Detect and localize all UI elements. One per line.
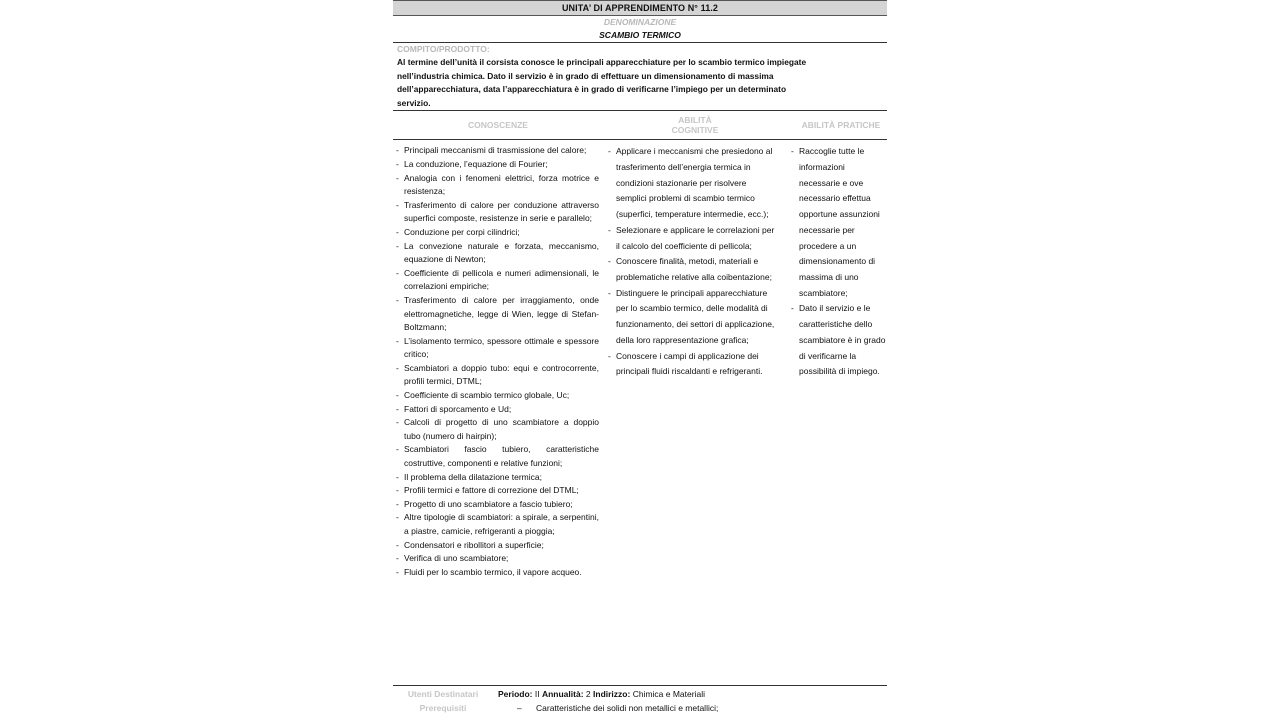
conoscenze-item: - Coefficiente di pellicola e numeri adimensionali, le correlazioni empiriche;: [393, 267, 599, 294]
periodo-value: II: [534, 689, 540, 700]
utenti-label: Utenti Destinatari: [407, 689, 479, 700]
compito-line: servizio.: [397, 97, 431, 108]
abilita-cognitive-item: - Selezionare e applicare le correlazioni per il calcolo del coefficiente di pellicola;: [605, 223, 777, 254]
conoscenze-list: [393, 144, 599, 579]
content-columns: [393, 140, 887, 686]
compito-text: [393, 56, 887, 111]
conoscenze-item: - Condensatori e ribollitori a superficie;: [393, 539, 599, 553]
conoscenze-item: - Scambiatori a doppio tubo: equi e controcorrente, profili termici, DTML;: [393, 362, 599, 389]
abilita-cognitive-item: - Conoscere i campi di applicazione dei principali fluidi riscaldanti e refrigeranti.: [605, 349, 777, 380]
prerequisiti-label: Prerequisiti: [419, 703, 467, 714]
conoscenze-item: - Verifica di uno scambiatore;: [393, 552, 599, 566]
annualita-value: 2: [585, 689, 591, 700]
conoscenze-item: - Fluidi per lo scambio termico, il vapore acqueo.: [393, 566, 599, 580]
conoscenze-item: - Progetto di uno scambiatore a fascio tubiero;: [393, 498, 599, 512]
document-page: [393, 0, 887, 720]
conoscenze-item: - La convezione naturale e forzata, meccanismo, equazione di Newton;: [393, 240, 599, 267]
abilita-pratiche-header: ABILITÀ PRATICHE: [801, 120, 881, 131]
utenti-value: [498, 687, 705, 701]
prereq-dash: –: [517, 703, 522, 714]
unit-title: UNITA’ DI APPRENDIMENTO N° 11.2: [393, 0, 887, 16]
abilita-cognitive-header-line1: ABILITÀ: [678, 115, 712, 126]
conoscenze-item: - Principali meccanismi di trasmissione del calore;: [393, 144, 599, 158]
prereq-item: Caratteristiche dei solidi non metallici e metallici;: [536, 703, 719, 714]
indirizzo-label: Indirizzo:: [593, 689, 631, 700]
abilita-pratiche-column: [788, 144, 887, 380]
compito-line: nell’industria chimica. Dato il servizio è in grado di effettuare un dimensionamento di massima: [397, 70, 774, 81]
abilita-cognitive-column: [605, 144, 777, 380]
abilita-cognitive-list: [605, 144, 777, 380]
conoscenze-item: - Scambiatori fascio tubiero, caratteristiche costruttive, componenti e relative funzioni;: [393, 443, 599, 470]
conoscenze-item: - Trasferimento di calore per irraggiamento, onde elettromagnetiche, legge di Wien, legge di Stefan-Boltzmann;: [393, 294, 599, 335]
conoscenze-item: - Fattori di sporcamento e Ud;: [393, 403, 599, 417]
abilita-cognitive-item: - Conoscere finalità, metodi, materiali e problematiche relative alla coibentazione;: [605, 254, 777, 285]
conoscenze-item: - La conduzione, l’equazione di Fourier;: [393, 158, 599, 172]
abilita-cognitive-item: - Applicare i meccanismi che presiedono al trasferimento dell’energia termica in condizioni stazionarie per risolvere semplici problemi di scambio termico (superfici, temperature intermedie, ecc.);: [605, 144, 777, 223]
denominazione-label: DENOMINAZIONE: [603, 17, 677, 27]
conoscenze-item: - Analogia con i fenomeni elettrici, forza motrice e resistenza;: [393, 172, 599, 199]
conoscenze-column: [393, 144, 599, 579]
conoscenze-item: - Profili termici e fattore di correzione del DTML;: [393, 484, 599, 498]
abilita-pratiche-list: [788, 144, 887, 380]
conoscenze-item: - Trasferimento di calore per conduzione attraverso superfici composte, resistenze in serie e parallelo;: [393, 199, 599, 226]
conoscenze-item: - Calcoli di progetto di uno scambiatore a doppio tubo (numero di hairpin);: [393, 416, 599, 443]
abilita-pratiche-item: - Raccoglie tutte le informazioni necessarie e ove necessario effettua opportune assunzioni necessarie per procedere a un dimensionamento di massima di uno scambiatore;: [788, 144, 887, 301]
conoscenze-item: - Il problema della dilatazione termica;: [393, 471, 599, 485]
conoscenze-item: - Coefficiente di scambio termico globale, Uc;: [393, 389, 599, 403]
conoscenze-item: - Conduzione per corpi cilindrici;: [393, 226, 599, 240]
abilita-pratiche-item: - Dato il servizio e le caratteristiche dello scambiatore è in grado di verificarne la possibilità di impiego.: [788, 301, 887, 380]
annualita-label: Annualità:: [541, 689, 584, 700]
compito-label: COMPITO/PRODOTTO:: [397, 44, 490, 54]
conoscenze-header: CONOSCENZE: [468, 120, 528, 131]
abilita-cognitive-header: [605, 111, 785, 139]
abilita-cognitive-header-line2: COGNITIVE: [671, 125, 719, 136]
abilita-cognitive-item: - Distinguere le principali apparecchiature per lo scambio termico, delle modalità di funzionamento, dei settori di applicazione, della loro rappresentazione grafica;: [605, 286, 777, 349]
compito-line: Al termine dell’unità il corsista conosce le principali apparecchiature per lo scambio termico impiegate: [397, 57, 807, 67]
conoscenze-item: - Altre tipologie di scambiatori: a spirale, a serpentini, a piastre, camicie, refrigeranti a pioggia;: [393, 511, 599, 538]
periodo-label: Periodo:: [498, 689, 533, 700]
conoscenze-item: - L’isolamento termico, spessore ottimale e spessore critico;: [393, 335, 599, 362]
column-headers: [393, 111, 887, 140]
indirizzo-value: Chimica e Materiali: [632, 689, 705, 700]
compito-line: dell’apparecchiatura, data l’apparecchiatura è in grado di verificarne l’impiego per un determinato: [397, 84, 787, 95]
prerequisiti-row: [393, 701, 887, 715]
utenti-row: [393, 687, 887, 701]
unit-subject: SCAMBIO TERMICO: [393, 29, 887, 43]
